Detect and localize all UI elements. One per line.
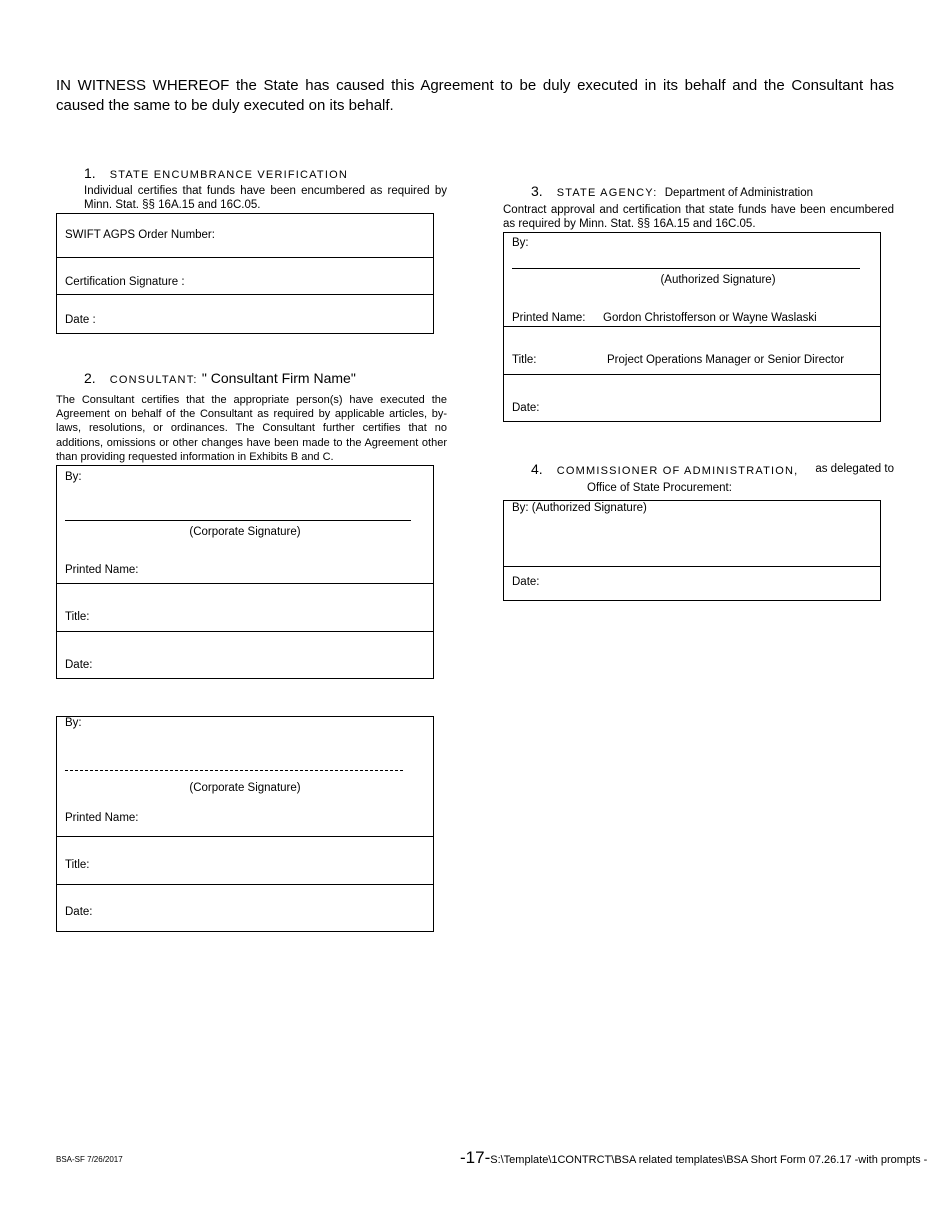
agency-signature-line <box>512 268 860 269</box>
commissioner-date-label: Date: <box>512 576 540 588</box>
encumbrance-date-row[interactable] <box>57 295 433 332</box>
consultant-2-date-label: Date: <box>65 906 93 918</box>
section-2-heading <box>84 370 356 386</box>
order-number-label: SWIFT AGPS Order Number: <box>65 229 215 241</box>
commissioner-signature-row[interactable] <box>504 501 880 567</box>
state-agency-box <box>503 232 881 422</box>
consultant-2-title-row[interactable] <box>57 837 433 885</box>
encumbrance-box <box>56 213 434 334</box>
section-3-heading <box>531 183 813 199</box>
consultant-2-by-label: By: <box>65 717 82 729</box>
consultant-firm-name: " Consultant Firm Name" <box>201 370 356 386</box>
witness-statement: IN WITNESS WHEREOF the State has caused this Agreement to be duly executed in its behalf and the Consultant has caused the same to be duly executed on its behalf. <box>56 77 894 114</box>
section-1-heading <box>84 165 348 181</box>
section-4-title: COMMISSIONER OF ADMINISTRATION, <box>556 465 799 477</box>
form-version: BSA-SF 7/26/2017 <box>56 1155 123 1164</box>
agency-title-value: Project Operations Manager or Senior Director <box>607 354 845 366</box>
section-1-title: STATE ENCUMBRANCE VERIFICATION <box>109 169 348 181</box>
consultant-1-date-row[interactable] <box>57 632 433 678</box>
consultant-2-title-label: Title: <box>65 859 90 871</box>
section-4-delegation: as delegated to <box>815 463 894 475</box>
consultant-1-printed-name-label: Printed Name: <box>65 564 139 576</box>
encumbrance-date-label: Date : <box>65 314 96 326</box>
commissioner-box <box>503 500 881 601</box>
state-agency-name: Department of Administration <box>664 187 814 199</box>
consultant-2-date-row[interactable] <box>57 885 433 931</box>
order-number-row[interactable] <box>57 214 433 258</box>
agency-signature-caption: (Authorized Signature) <box>660 274 776 286</box>
consultant-1-signature-caption: (Corporate Signature) <box>189 526 301 538</box>
template-path: S:\Template\1CONTRCT\BSA related templates\BSA Short Form 07.26.17 -with prompts - <box>490 1154 928 1166</box>
consultant-1-by-label: By: <box>65 471 82 483</box>
certification-signature-label: Certification Signature : <box>65 276 185 288</box>
section-2-title: CONSULTANT: <box>109 374 198 386</box>
section-1-description: Individual certifies that funds have been encumbered as required by Minn. Stat. §§ 16A.15 and 16C.05. <box>84 185 447 211</box>
consultant-1-signature-row[interactable] <box>57 466 433 584</box>
consultant-1-title-label: Title: <box>65 611 90 623</box>
section-2-number: 2. <box>84 370 96 386</box>
consultant-1-title-row[interactable] <box>57 584 433 632</box>
page-footer <box>460 1148 927 1168</box>
agency-date-label: Date: <box>512 402 540 414</box>
commissioner-by-label: By: (Authorized Signature) <box>512 502 647 514</box>
section-3-title: STATE AGENCY: <box>556 187 658 199</box>
consultant-2-signature-row[interactable] <box>57 717 433 837</box>
agency-date-row[interactable] <box>504 375 880 420</box>
consultant-1-date-label: Date: <box>65 659 93 671</box>
consultant-1-signature-line <box>65 520 411 521</box>
consultant-signature-box-2 <box>56 716 434 932</box>
agency-signature-row[interactable] <box>504 233 880 327</box>
agency-title-label: Title: <box>512 354 537 366</box>
agency-printed-name-value: Gordon Christofferson or Wayne Waslaski <box>603 312 817 324</box>
commissioner-date-row[interactable] <box>504 567 880 599</box>
consultant-2-signature-caption: (Corporate Signature) <box>189 782 301 794</box>
section-4-heading <box>531 461 894 477</box>
section-1-number: 1. <box>84 165 96 181</box>
section-3-description: Contract approval and certification that state funds have been encumbered as required by Minn. Stat. §§ 16A.15 and 16C.05. <box>503 204 894 230</box>
section-4-number: 4. <box>531 461 543 477</box>
agency-title-row[interactable] <box>504 327 880 375</box>
section-2-description: The Consultant certifies that the appropriate person(s) have executed the Agreement on behalf of the Consultant as required by applicable articles, by-laws, resolutions, or ordinances. The Consultant further certifies that no additions, omissions or other changes have been made to the Agreement other than providing requested information in Exhibits B and C. <box>56 394 447 463</box>
agency-printed-name-label: Printed Name: <box>512 312 586 324</box>
consultant-signature-box-1 <box>56 465 434 679</box>
section-4-office: Office of State Procurement: <box>587 482 732 494</box>
agency-by-label: By: <box>512 237 529 249</box>
consultant-2-printed-name-label: Printed Name: <box>65 812 139 824</box>
page-number: -17- <box>460 1148 491 1167</box>
consultant-2-signature-line <box>65 770 403 771</box>
section-3-number: 3. <box>531 183 543 199</box>
certification-signature-row[interactable] <box>57 258 433 295</box>
